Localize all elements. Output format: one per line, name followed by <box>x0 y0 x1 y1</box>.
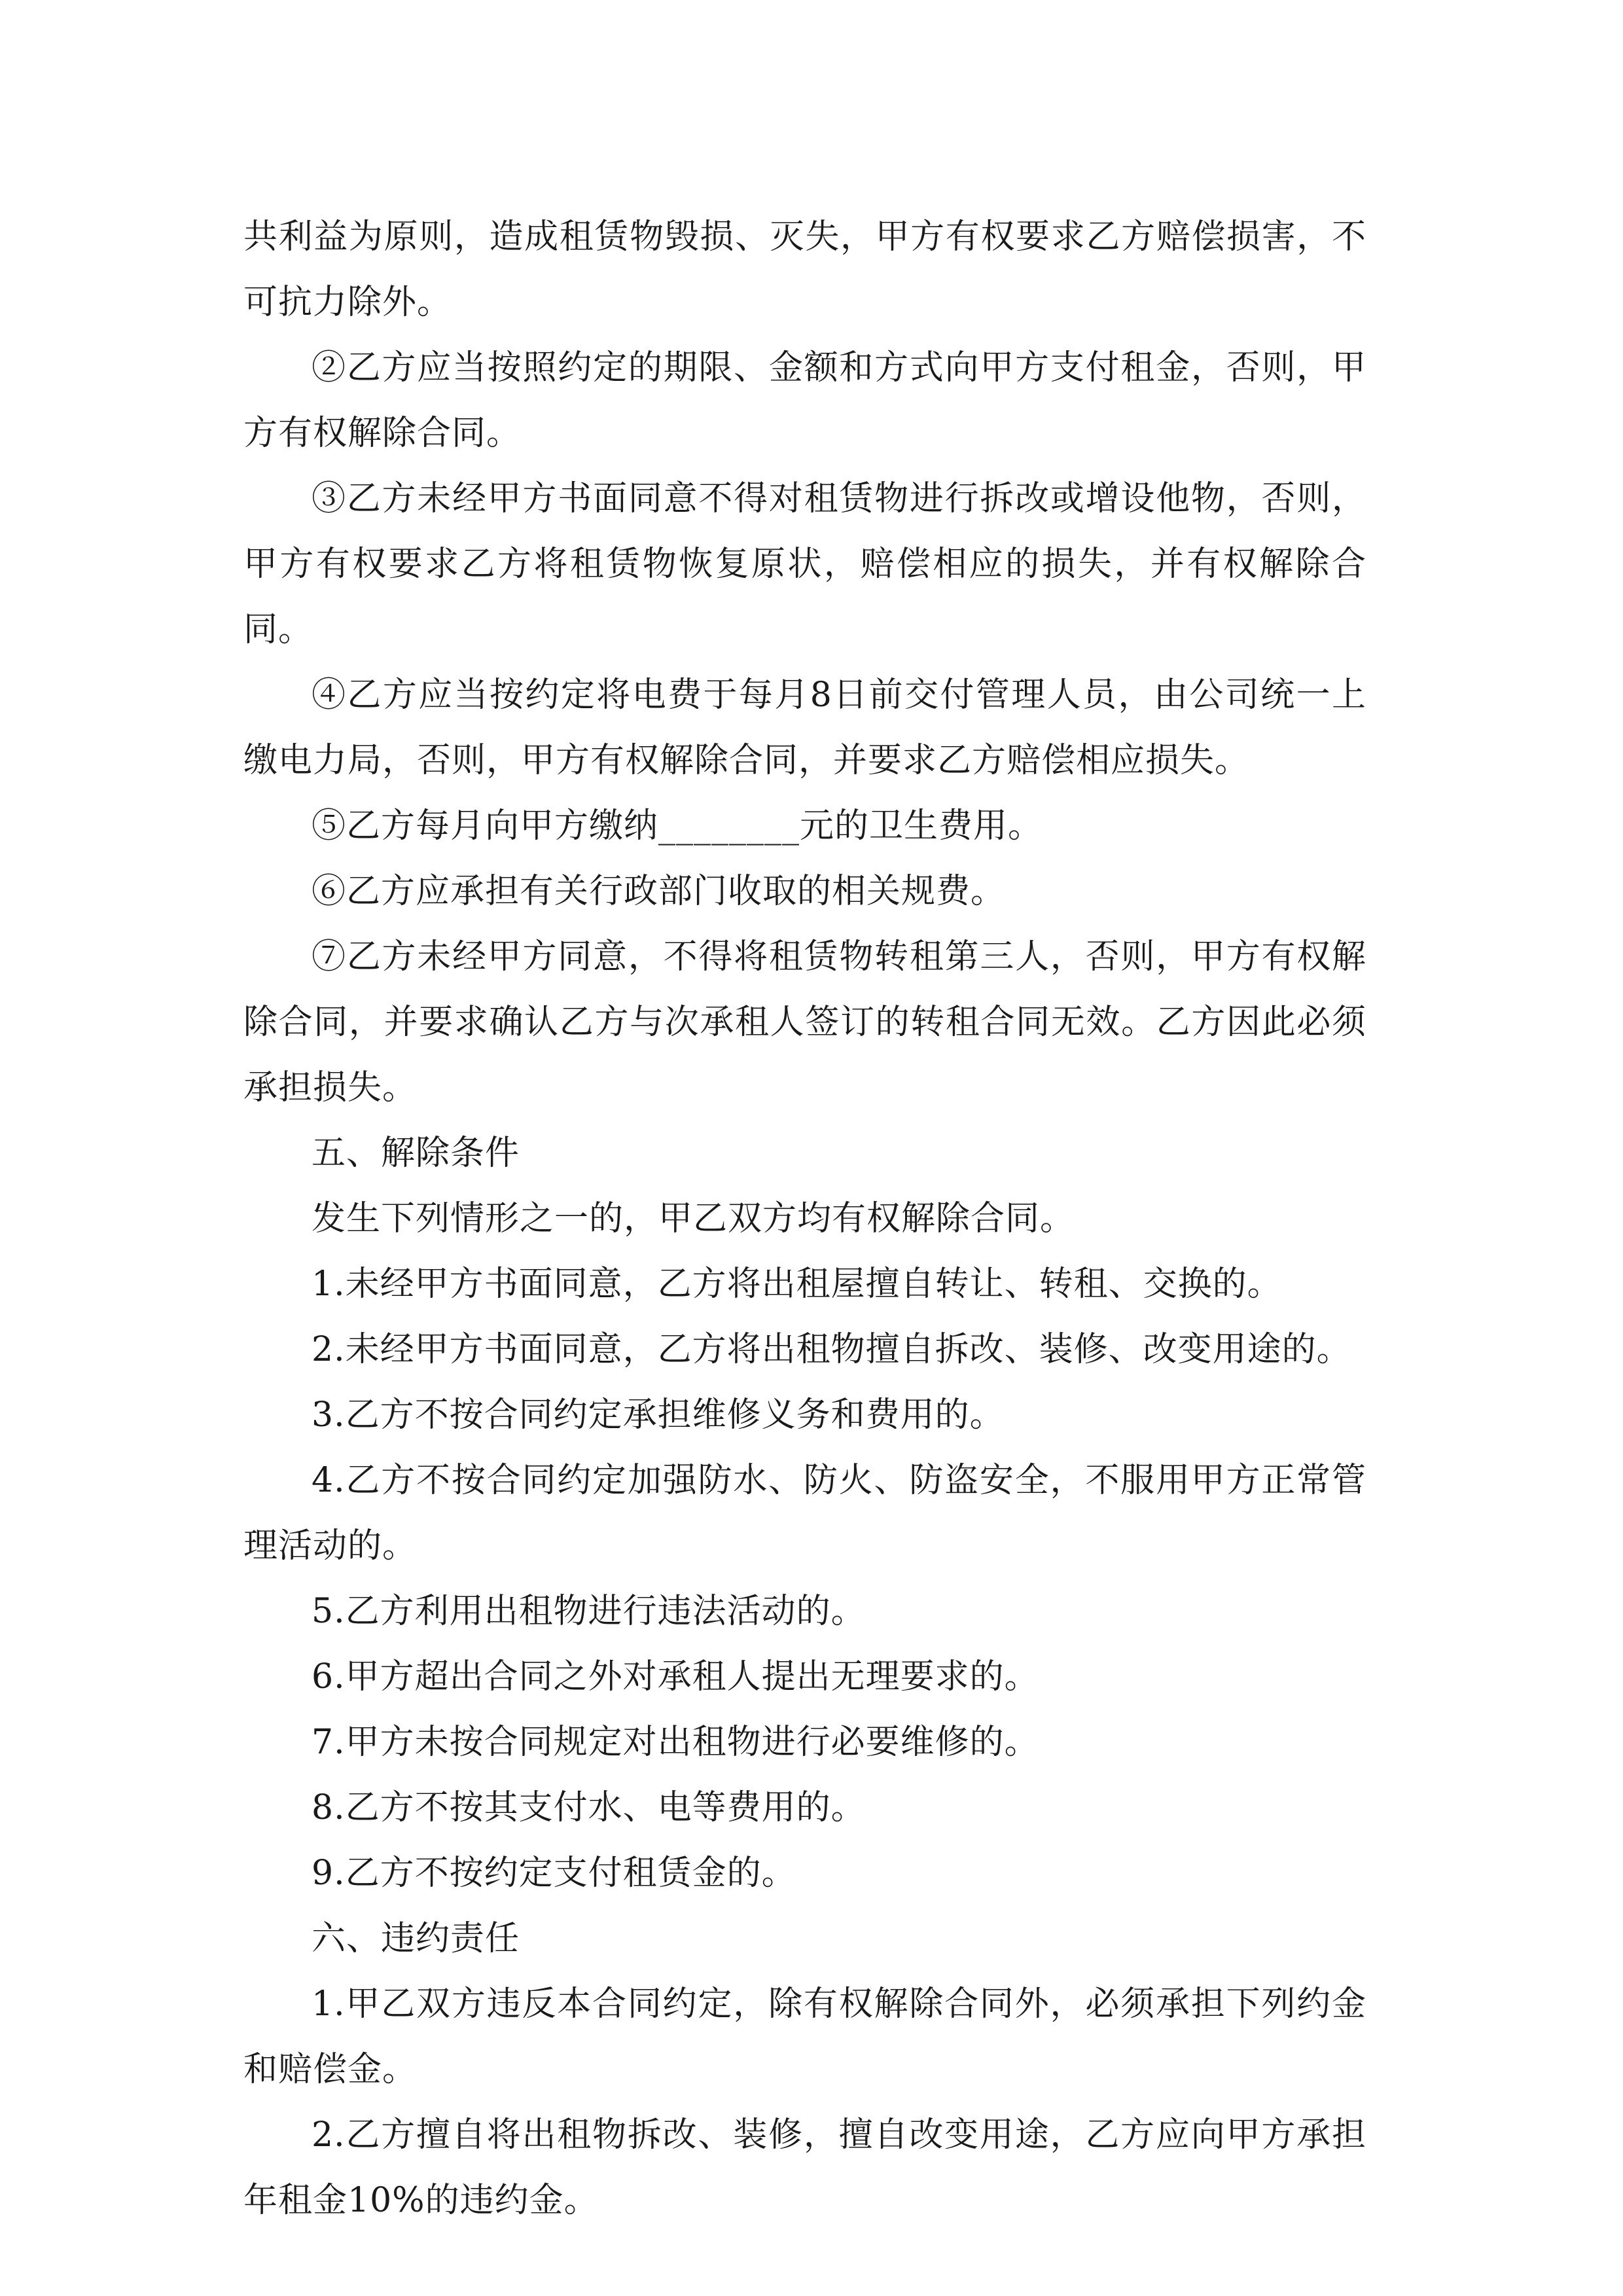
list-item-termination-8: 8.乙方不按其支付水、电等费用的。 <box>312 1788 866 1827</box>
list-item-termination-7: 7.甲方未按合同规定对出租物进行必要维修的。 <box>312 1723 1039 1762</box>
list-item-liability-1: 1.甲乙双方违反本合同约定，除有权解除合同外，必须承担下列约金和赔偿金。 <box>243 1984 1366 2089</box>
paragraph-clause-6: ⑥乙方应承担有关行政部门收取的相关规费。 <box>312 872 1006 911</box>
list-item-termination-2: 2.未经甲方书面同意，乙方将出租物擅自拆改、装修、改变用途的。 <box>312 1330 1351 1369</box>
paragraph-clause-7: ⑦乙方未经甲方同意，不得将租赁物转租第三人，否则，甲方有权解除合同，并要求确认乙方与次承租人签订的转租合同无效。乙方因此必须承担损失。 <box>243 937 1366 1107</box>
section-heading-liability: 六、违约责任 <box>312 1919 520 1958</box>
paragraph-clause-5: ⑤乙方每月向甲方缴纳________元的卫生费用。 <box>312 806 1043 846</box>
list-item-termination-9: 9.乙方不按约定支付租赁金的。 <box>312 1854 796 1893</box>
section-heading-termination: 五、解除条件 <box>312 1134 520 1173</box>
list-item-termination-5: 5.乙方利用出租物进行违法活动的。 <box>312 1592 866 1631</box>
list-item-termination-3: 3.乙方不按合同约定承担维修义务和费用的。 <box>312 1395 1005 1435</box>
list-item-termination-1: 1.未经甲方书面同意，乙方将出租屋擅自转让、转租、交换的。 <box>312 1265 1282 1304</box>
document-body <box>243 204 1366 2233</box>
paragraph-termination-intro: 发生下列情形之一的，甲乙双方均有权解除合同。 <box>312 1199 1075 1238</box>
list-item-liability-2: 2.乙方擅自将出租物拆改、装修，擅自改变用途，乙方应向甲方承担年租金10%的违约金。 <box>243 2115 1366 2220</box>
paragraph-clause-2: ②乙方应当按照约定的期限、金额和方式向甲方支付租金，否则，甲方有权解除合同。 <box>243 348 1366 453</box>
paragraph-clause-4: ④乙方应当按约定将电费于每月8日前交付管理人员，由公司统一上缴电力局，否则，甲方有权解除合同，并要求乙方赔偿相应损失。 <box>243 675 1366 780</box>
paragraph-clause-3: ③乙方未经甲方书面同意不得对租赁物进行拆改或增设他物，否则，甲方有权要求乙方将租赁物恢复原状，赔偿相应的损失，并有权解除合同。 <box>243 479 1366 649</box>
list-item-termination-4: 4.乙方不按合同约定加强防水、防火、防盗安全，不服用甲方正常管理活动的。 <box>243 1461 1366 1566</box>
paragraph-continuation: 共利益为原则，造成租赁物毁损、灭失，甲方有权要求乙方赔偿损害，不可抗力除外。 <box>243 217 1366 322</box>
list-item-termination-6: 6.甲方超出合同之外对承租人提出无理要求的。 <box>312 1657 1039 1696</box>
